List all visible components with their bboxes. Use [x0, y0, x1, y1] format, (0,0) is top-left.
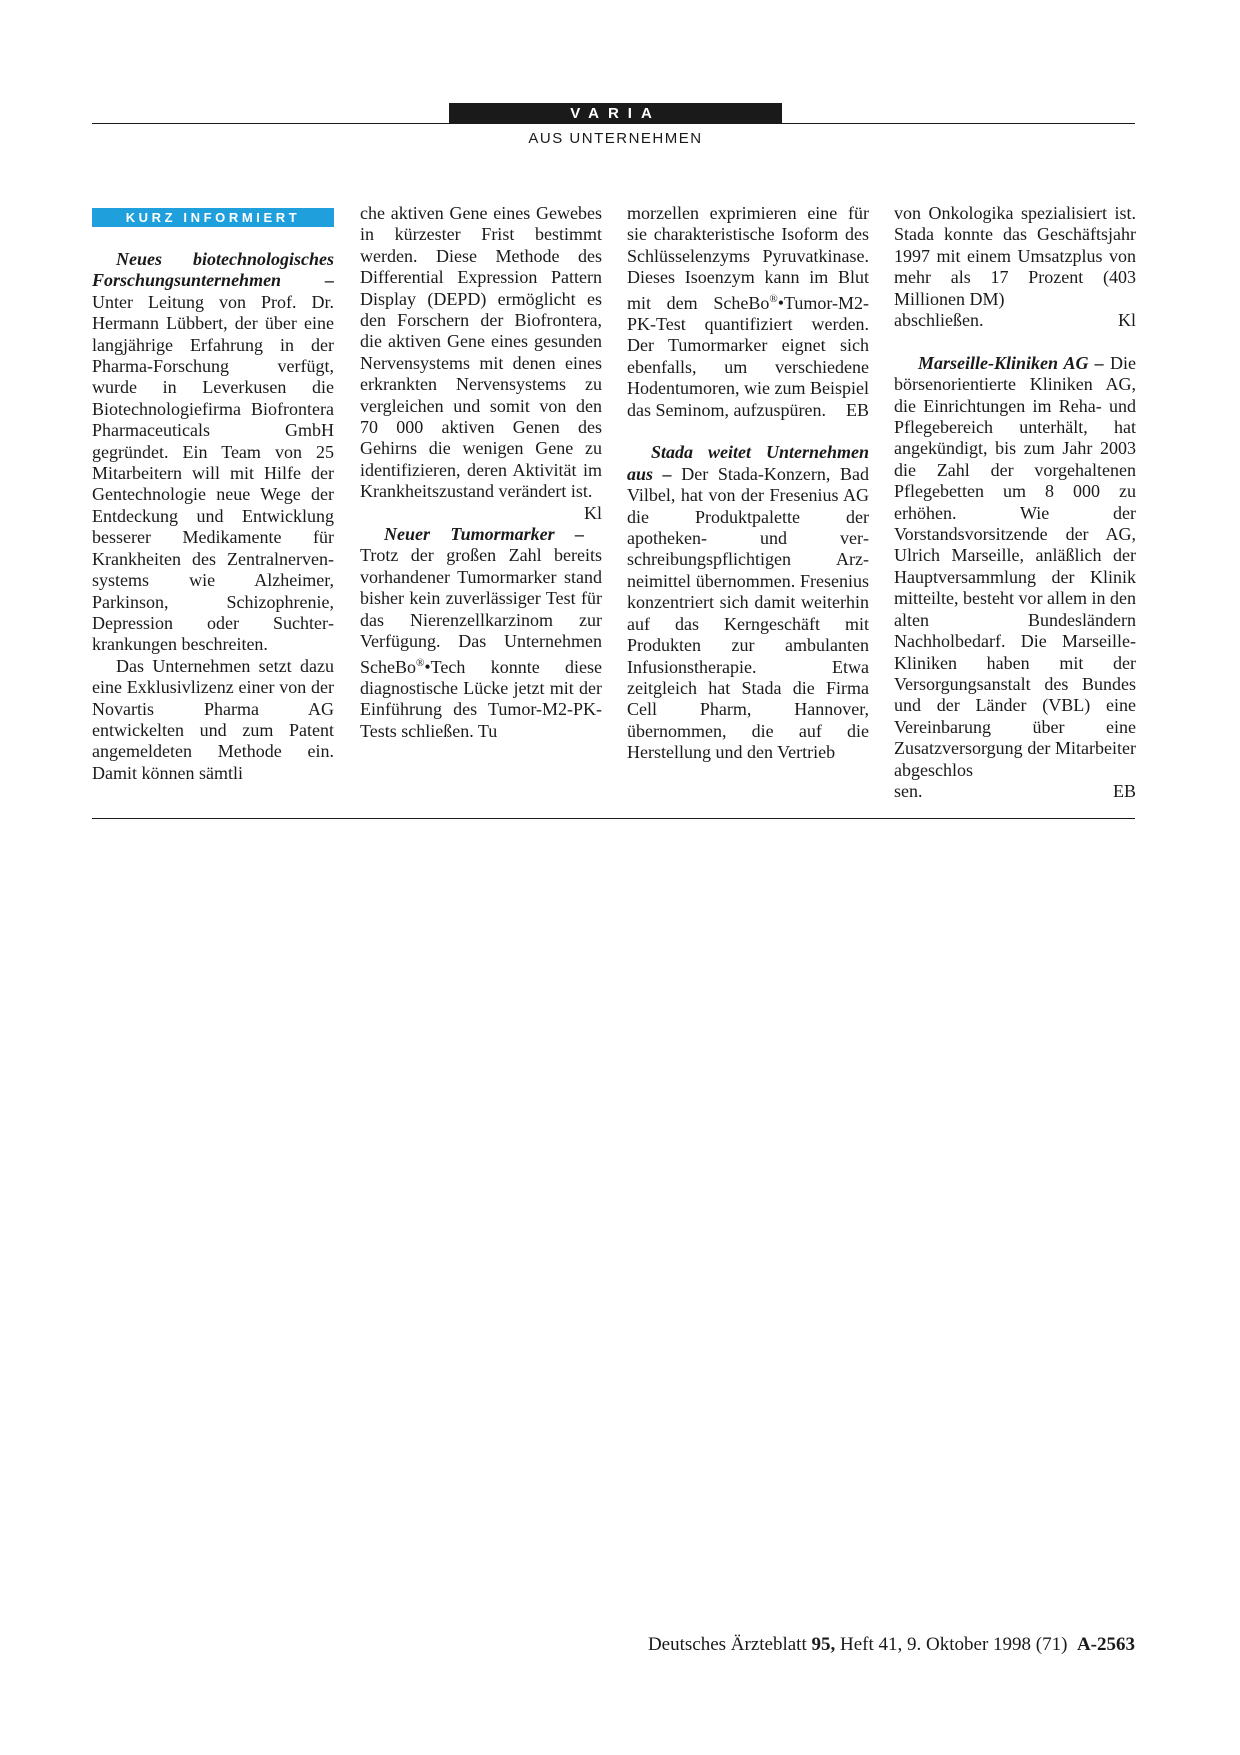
article-column-4	[894, 203, 1136, 802]
article-text: abschließen.	[894, 310, 984, 331]
article-column-2	[360, 203, 602, 742]
article-text: Unter Leitung von Prof. Dr. Hermann Lübbert, der über eine langjährige Erfahrung in der Pharma-Forschung verfügt, wurde in Leverkusen die Biotechnologiefirma Biofrontera Pharmaceuticals GmbH gegründet. Ein Team von 25 Mitarbeitern will mit Hilfe der Gentechnologie neue Wege der Entdeckung und Entwicklung besserer Medikamente für Krankheiten des Zentralnervensystems wie Alzheimer, Parkinson, Schizophrenie, Depression oder Suchterkrankungen beschreiten.	[92, 291, 334, 655]
content-bottom-rule	[92, 818, 1135, 819]
journal-name: Deutsches Ärzteblatt	[647, 1634, 807, 1655]
article-last-line	[894, 310, 1136, 331]
volume-number: 95,	[811, 1634, 836, 1655]
kurz-informiert-badge: KURZ INFORMIERT	[92, 208, 334, 227]
page-footer	[648, 1634, 1135, 1656]
article-text: Die börsenorientierte Kliniken AG, die Einrichtungen im Reha- und Pflegebereich unterhält, hat angekündigt, bis zum Jahr 2003 die Zahl der vorgehaltenen Pflegebetten um 8 000 zu erhöhen. Wie der Vorstandsvorsitzende der AG, Ulrich Marseille, anläßlich der Hauptversammlung der Klinik mitteilte, besteht vor allem in den alten Bundesländern Nachholbedarf. Die Marseille-Kliniken haben mit der Versorgungsanstalt des Bundes und der Länder (VBL) eine Vereinbarung über eine Zusatzversorgung der Mitarbeiter abgeschlos	[894, 352, 1136, 780]
author-initials: Kl	[1118, 310, 1136, 331]
article-headline: Stada weitet Unternehmen aus –	[627, 442, 869, 484]
article-paragraph	[360, 203, 602, 523]
article-last-line	[894, 781, 1136, 802]
article-tumormarker	[360, 524, 602, 742]
article-headline: Marseille-Kliniken AG –	[918, 352, 1104, 373]
author-initials: EB	[845, 399, 869, 420]
article-biofrontera	[92, 249, 334, 656]
author-initials: EB	[1112, 780, 1136, 801]
article-paragraph	[894, 203, 1136, 310]
section-label-varia: VARIA	[449, 103, 782, 123]
issue-date: Heft 41, 9. Oktober 1998 (71)	[840, 1634, 1068, 1655]
page-number: A-2563	[1076, 1634, 1135, 1655]
article-text: •Tumor-M2-PK-Test quantifiziert werden. Der Tumormarker eignet sich ebenfalls, um verschiedene Hodentumoren, wie zum Beispiel das Seminom, aufzuspüren.	[627, 292, 869, 420]
article-text: •Tech konnte diese diagnostische Lücke jetzt mit der Einführung des Tumor-M2-PK-Tests schließen. Tu	[360, 656, 602, 741]
article-text: von Onkologika spezialisiert ist. Stada konnte das Geschäftsjahr 1997 mit einem Umsatzplus von mehr als 17 Prozent (403 Millionen DM)	[894, 203, 1136, 309]
article-text: Der Stada-Konzern, Bad Vilbel, hat von der Fresenius AG die Produktpalette der apotheken- und verschreibungspflichtigen Arzneimittel übernommen. Fresenius konzentriert sich damit weiterhin auf das Kerngeschäft mit Produkten zur ambulanten Infusionstherapie. Etwa zeitgleich hat Stada die Firma Cell Pharm, Hannover, übernommen, die auf die Herstellung und den Vertrieb	[627, 463, 870, 763]
article-column-1	[92, 203, 334, 784]
subsection-title: AUS UNTERNEHMEN	[528, 130, 703, 147]
article-text: che aktiven Gene eines Gewebes in kürzester Frist bestimmt werden. Diese Methode des Differential Expression Pattern Display (DEPD) ermöglicht es den Forschern der Biofrontera, die aktiven Gene eines gesunden Nervensystems mit denen eines erkrankten Nervensystems zu vergleichen und somit von den 70 000 aktiven Genen des Gehirns die wenigen Gene zu identifizieren, deren Aktivität im Krankheitszustand verändert ist.	[360, 203, 602, 502]
article-column-3	[627, 203, 869, 764]
article-headline: Neuer Tumormarker –	[384, 524, 584, 545]
author-initials: Kl	[584, 502, 602, 523]
article-stada	[627, 442, 869, 763]
registered-mark: ®	[769, 292, 778, 305]
article-marseille	[894, 353, 1136, 781]
article-text: sen.	[894, 780, 923, 801]
registered-mark: ®	[416, 656, 425, 669]
article-text: Trotz der großen Zahl bereits vorhandener Tumormarker stand bisher kein zuverlässiger Test für das Nierenzellkarzinom zur Verfügung. Das Unternehmen ScheBo	[360, 545, 602, 677]
article-headline: Neues biotechnologisches Forschungsunternehmen –	[92, 249, 334, 291]
article-text: morzellen exprimieren eine für sie charakteristische Isoform des Schlüsselenzyms Pyruvatkinase. Dieses Isoenzym kann im Blut mit dem ScheBo	[627, 203, 869, 313]
article-paragraph: Das Unternehmen setzt dazu eine Exklusivlizenz einer von der Novartis Pharma AG entwickelten und zum Patent angemeldeten Methode ein. Damit können sämtli	[92, 655, 334, 783]
header-rule	[92, 123, 1135, 124]
article-paragraph	[627, 203, 869, 421]
